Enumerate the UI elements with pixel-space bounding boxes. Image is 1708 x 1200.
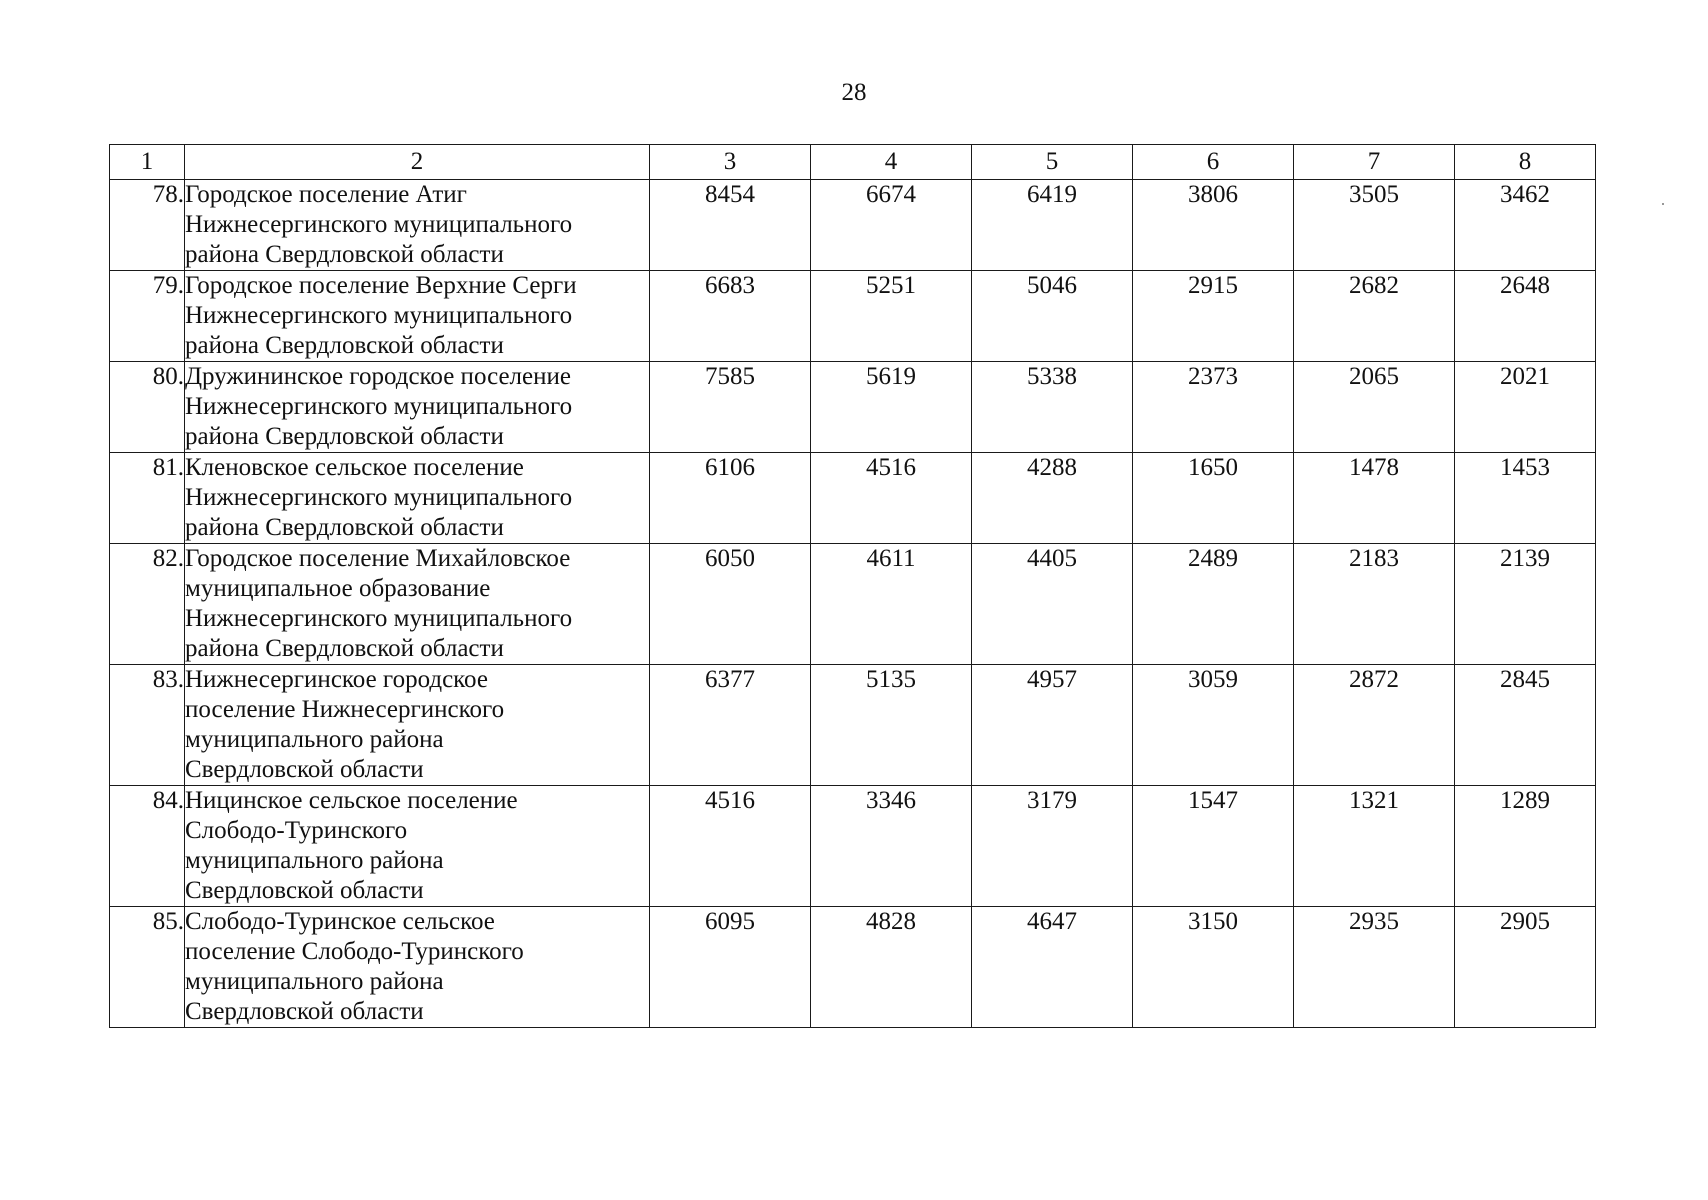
municipality-name-line: Нижнесергинского муниципального: [185, 211, 573, 238]
value-cell-col-4: 5135: [811, 665, 972, 786]
header-row: [110, 145, 1596, 180]
column-header-4: 4: [811, 145, 972, 180]
municipality-name-line: района Свердловской области: [185, 241, 504, 268]
municipality-name: [185, 907, 650, 1028]
value-cell-col-7: 2065: [1294, 362, 1455, 453]
data-table: [109, 144, 1596, 1028]
value-cell-col-4: 6674: [811, 180, 972, 271]
value-cell-col-3: 6050: [650, 544, 811, 665]
municipality-name-line: Слободо-Туринского: [185, 817, 408, 844]
value-cell-col-6: 2489: [1133, 544, 1294, 665]
row-number: 78.: [110, 180, 185, 271]
municipality-name-line: муниципального района: [185, 847, 444, 874]
table-row: [110, 786, 1596, 907]
municipality-name-line: Городское поселение Верхние Серги: [185, 272, 577, 299]
municipality-name-line: района Свердловской области: [185, 332, 504, 359]
table-row: [110, 907, 1596, 1028]
value-cell-col-5: 4405: [972, 544, 1133, 665]
value-cell-col-5: 4647: [972, 907, 1133, 1028]
value-cell-col-8: 1453: [1455, 453, 1596, 544]
value-cell-col-7: 1478: [1294, 453, 1455, 544]
municipality-name-line: Нижнесергинского муниципального: [185, 302, 573, 329]
column-header-2: 2: [185, 145, 650, 180]
municipality-name: [185, 453, 650, 544]
value-cell-col-8: 2905: [1455, 907, 1596, 1028]
column-header-1: 1: [110, 145, 185, 180]
value-cell-col-8: 2845: [1455, 665, 1596, 786]
municipality-name-line: Свердловской области: [185, 877, 424, 904]
table-row: [110, 362, 1596, 453]
value-cell-col-7: 2935: [1294, 907, 1455, 1028]
value-cell-col-6: 3059: [1133, 665, 1294, 786]
value-cell-col-8: 2648: [1455, 271, 1596, 362]
row-number: 84.: [110, 786, 185, 907]
column-header-6: 6: [1133, 145, 1294, 180]
municipality-name-line: Слободо-Туринское сельское: [185, 908, 495, 935]
municipality-name: [185, 786, 650, 907]
value-cell-col-6: 3150: [1133, 907, 1294, 1028]
municipality-name-line: Дружининское городское поселение: [185, 363, 571, 390]
municipality-name: [185, 665, 650, 786]
value-cell-col-6: 1650: [1133, 453, 1294, 544]
column-header-5: 5: [972, 145, 1133, 180]
scan-speck: [1662, 203, 1664, 205]
municipality-name-line: поселение Нижнесергинского: [185, 696, 505, 723]
value-cell-col-6: 3806: [1133, 180, 1294, 271]
municipality-name-line: поселение Слободо-Туринского: [185, 938, 524, 965]
table-row: [110, 271, 1596, 362]
value-cell-col-7: 1321: [1294, 786, 1455, 907]
value-cell-col-4: 4828: [811, 907, 972, 1028]
row-number: 85.: [110, 907, 185, 1028]
value-cell-col-4: 4611: [811, 544, 972, 665]
table-row: [110, 180, 1596, 271]
value-cell-col-4: 4516: [811, 453, 972, 544]
row-number: 82.: [110, 544, 185, 665]
value-cell-col-6: 2915: [1133, 271, 1294, 362]
municipality-name-line: Кленовское сельское поселение: [185, 454, 524, 481]
municipality-name-line: района Свердловской области: [185, 635, 504, 662]
value-cell-col-8: 1289: [1455, 786, 1596, 907]
table-row: [110, 453, 1596, 544]
column-header-8: 8: [1455, 145, 1596, 180]
value-cell-col-5: 4288: [972, 453, 1133, 544]
municipality-name-line: Городское поселение Атиг: [185, 181, 467, 208]
municipality-name-line: Городское поселение Михайловское: [185, 545, 571, 572]
value-cell-col-6: 2373: [1133, 362, 1294, 453]
value-cell-col-8: 2139: [1455, 544, 1596, 665]
value-cell-col-4: 3346: [811, 786, 972, 907]
municipality-name-line: Нижнесергинское городское: [185, 666, 488, 693]
value-cell-col-5: 6419: [972, 180, 1133, 271]
municipality-name-line: Ницинское сельское поселение: [185, 787, 518, 814]
value-cell-col-3: 4516: [650, 786, 811, 907]
value-cell-col-8: 2021: [1455, 362, 1596, 453]
row-number: 79.: [110, 271, 185, 362]
table-body: [110, 180, 1596, 1028]
column-header-3: 3: [650, 145, 811, 180]
column-header-7: 7: [1294, 145, 1455, 180]
value-cell-col-3: 7585: [650, 362, 811, 453]
value-cell-col-7: 2183: [1294, 544, 1455, 665]
municipality-name-line: Свердловской области: [185, 998, 424, 1025]
municipality-name-line: муниципального района: [185, 968, 444, 995]
row-number: 80.: [110, 362, 185, 453]
municipality-name-line: муниципального района: [185, 726, 444, 753]
municipality-name-line: Нижнесергинского муниципального: [185, 393, 573, 420]
table-row: [110, 544, 1596, 665]
value-cell-col-6: 1547: [1133, 786, 1294, 907]
value-cell-col-5: 3179: [972, 786, 1133, 907]
value-cell-col-3: 6106: [650, 453, 811, 544]
value-cell-col-3: 6095: [650, 907, 811, 1028]
municipality-name-line: муниципальное образование: [185, 575, 491, 602]
municipality-name: [185, 271, 650, 362]
value-cell-col-3: 8454: [650, 180, 811, 271]
value-cell-col-7: 2872: [1294, 665, 1455, 786]
value-cell-col-7: 3505: [1294, 180, 1455, 271]
municipality-name: [185, 362, 650, 453]
municipality-name-line: Нижнесергинского муниципального: [185, 484, 573, 511]
value-cell-col-8: 3462: [1455, 180, 1596, 271]
municipality-name-line: района Свердловской области: [185, 423, 504, 450]
value-cell-col-4: 5619: [811, 362, 972, 453]
row-number: 81.: [110, 453, 185, 544]
value-cell-col-4: 5251: [811, 271, 972, 362]
row-number: 83.: [110, 665, 185, 786]
municipality-name: [185, 544, 650, 665]
table-row: [110, 665, 1596, 786]
table-header: [110, 145, 1596, 180]
value-cell-col-5: 5046: [972, 271, 1133, 362]
municipality-name: [185, 180, 650, 271]
municipality-name-line: Нижнесергинского муниципального: [185, 605, 573, 632]
value-cell-col-3: 6683: [650, 271, 811, 362]
value-cell-col-5: 4957: [972, 665, 1133, 786]
value-cell-col-3: 6377: [650, 665, 811, 786]
municipality-name-line: Свердловской области: [185, 756, 424, 783]
municipality-name-line: района Свердловской области: [185, 514, 504, 541]
value-cell-col-5: 5338: [972, 362, 1133, 453]
page-number: 28: [841, 79, 867, 106]
value-cell-col-7: 2682: [1294, 271, 1455, 362]
